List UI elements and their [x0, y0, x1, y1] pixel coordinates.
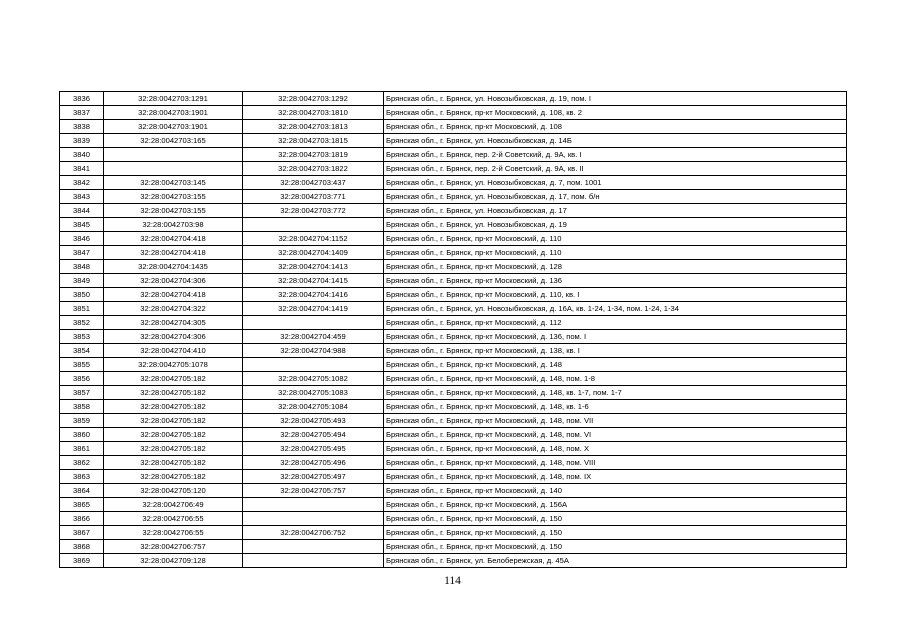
table-row	[60, 498, 847, 512]
address-cell: Брянская обл., г. Брянск, пр-кт Московский, д. 140	[384, 484, 847, 498]
address-cell: Брянская обл., г. Брянск, ул. Новозыбковская, д. 16А, кв. 1-24, 1-34, пом. 1-24, 1-34	[384, 302, 847, 316]
table-row	[60, 358, 847, 372]
address-cell: Брянская обл., г. Брянск, пр-кт Московский, д. 128	[384, 260, 847, 274]
building-cadastral-number-cell	[243, 554, 384, 568]
table-body	[60, 92, 847, 568]
row-number-cell: 3866	[60, 512, 104, 526]
row-number-cell: 3845	[60, 218, 104, 232]
row-number-cell: 3850	[60, 288, 104, 302]
building-cadastral-number-cell: 32:28:0042704:1419	[243, 302, 384, 316]
row-number-cell: 3836	[60, 92, 104, 106]
building-cadastral-number-cell: 32:28:0042705:1084	[243, 400, 384, 414]
land-cadastral-number-cell: 32:28:0042704:306	[104, 330, 243, 344]
table-row	[60, 372, 847, 386]
land-cadastral-number-cell	[104, 162, 243, 176]
land-cadastral-number-cell: 32:28:0042703:1291	[104, 92, 243, 106]
land-cadastral-number-cell: 32:28:0042704:305	[104, 316, 243, 330]
row-number-cell: 3851	[60, 302, 104, 316]
cadastral-table	[59, 91, 847, 568]
building-cadastral-number-cell	[243, 512, 384, 526]
building-cadastral-number-cell	[243, 358, 384, 372]
building-cadastral-number-cell: 32:28:0042703:1815	[243, 134, 384, 148]
building-cadastral-number-cell: 32:28:0042703:1292	[243, 92, 384, 106]
land-cadastral-number-cell: 32:28:0042705:1078	[104, 358, 243, 372]
building-cadastral-number-cell: 32:28:0042705:1083	[243, 386, 384, 400]
table-row	[60, 92, 847, 106]
address-cell: Брянская обл., г. Брянск, пр-кт Московский, д. 148, пом. VII	[384, 414, 847, 428]
row-number-cell: 3841	[60, 162, 104, 176]
building-cadastral-number-cell: 32:28:0042705:757	[243, 484, 384, 498]
land-cadastral-number-cell: 32:28:0042705:182	[104, 428, 243, 442]
address-cell: Брянская обл., г. Брянск, ул. Новозыбковская, д. 7, пом. 1001	[384, 176, 847, 190]
address-cell: Брянская обл., г. Брянск, пр-кт Московский, д. 148, пом. VI	[384, 428, 847, 442]
row-number-cell: 3840	[60, 148, 104, 162]
land-cadastral-number-cell: 32:28:0042705:182	[104, 400, 243, 414]
row-number-cell: 3861	[60, 442, 104, 456]
table-row	[60, 148, 847, 162]
address-cell: Брянская обл., г. Брянск, ул. Новозыбковская, д. 17	[384, 204, 847, 218]
building-cadastral-number-cell: 32:28:0042705:494	[243, 428, 384, 442]
address-cell: Брянская обл., г. Брянск, пр-кт Московский, д. 136	[384, 274, 847, 288]
building-cadastral-number-cell: 32:28:0042704:1152	[243, 232, 384, 246]
row-number-cell: 3837	[60, 106, 104, 120]
table-row	[60, 470, 847, 484]
land-cadastral-number-cell: 32:28:0042706:55	[104, 512, 243, 526]
building-cadastral-number-cell: 32:28:0042705:493	[243, 414, 384, 428]
land-cadastral-number-cell: 32:28:0042703:1901	[104, 106, 243, 120]
land-cadastral-number-cell: 32:28:0042705:182	[104, 456, 243, 470]
row-number-cell: 3864	[60, 484, 104, 498]
row-number-cell: 3853	[60, 330, 104, 344]
address-cell: Брянская обл., г. Брянск, пр-кт Московский, д. 148, кв. 1-7, пом. 1-7	[384, 386, 847, 400]
row-number-cell: 3865	[60, 498, 104, 512]
address-cell: Брянская обл., г. Брянск, пер. 2-й Советский, д. 9А, кв. I	[384, 148, 847, 162]
building-cadastral-number-cell: 32:28:0042703:1819	[243, 148, 384, 162]
building-cadastral-number-cell: 32:28:0042704:1409	[243, 246, 384, 260]
land-cadastral-number-cell: 32:28:0042703:165	[104, 134, 243, 148]
address-cell: Брянская обл., г. Брянск, пр-кт Московский, д. 150	[384, 512, 847, 526]
row-number-cell: 3859	[60, 414, 104, 428]
land-cadastral-number-cell: 32:28:0042706:55	[104, 526, 243, 540]
address-cell: Брянская обл., г. Брянск, пр-кт Московский, д. 148, пом. 1-8	[384, 372, 847, 386]
land-cadastral-number-cell: 32:28:0042703:145	[104, 176, 243, 190]
table-row	[60, 344, 847, 358]
table-row	[60, 442, 847, 456]
table-row	[60, 274, 847, 288]
row-number-cell: 3856	[60, 372, 104, 386]
land-cadastral-number-cell: 32:28:0042703:155	[104, 190, 243, 204]
table-row	[60, 302, 847, 316]
address-cell: Брянская обл., г. Брянск, пр-кт Московский, д. 150	[384, 526, 847, 540]
table-row	[60, 246, 847, 260]
table-row	[60, 428, 847, 442]
building-cadastral-number-cell: 32:28:0042705:495	[243, 442, 384, 456]
row-number-cell: 3868	[60, 540, 104, 554]
table-row	[60, 190, 847, 204]
building-cadastral-number-cell: 32:28:0042703:437	[243, 176, 384, 190]
address-cell: Брянская обл., г. Брянск, пр-кт Московский, д. 148, кв. 1-6	[384, 400, 847, 414]
row-number-cell: 3839	[60, 134, 104, 148]
page-number: 114	[444, 575, 461, 587]
table-row	[60, 260, 847, 274]
land-cadastral-number-cell: 32:28:0042705:182	[104, 470, 243, 484]
building-cadastral-number-cell: 32:28:0042704:1413	[243, 260, 384, 274]
land-cadastral-number-cell: 32:28:0042704:418	[104, 246, 243, 260]
address-cell: Брянская обл., г. Брянск, ул. Новозыбковская, д. 19	[384, 218, 847, 232]
address-cell: Брянская обл., г. Брянск, ул. Новозыбковская, д. 19, пом. I	[384, 92, 847, 106]
table-row	[60, 540, 847, 554]
row-number-cell: 3862	[60, 456, 104, 470]
row-number-cell: 3863	[60, 470, 104, 484]
row-number-cell: 3852	[60, 316, 104, 330]
address-cell: Брянская обл., г. Брянск, пр-кт Московский, д. 150	[384, 540, 847, 554]
row-number-cell: 3848	[60, 260, 104, 274]
building-cadastral-number-cell: 32:28:0042705:497	[243, 470, 384, 484]
row-number-cell: 3842	[60, 176, 104, 190]
building-cadastral-number-cell: 32:28:0042703:771	[243, 190, 384, 204]
land-cadastral-number-cell: 32:28:0042705:182	[104, 386, 243, 400]
land-cadastral-number-cell: 32:28:0042704:306	[104, 274, 243, 288]
table-row	[60, 330, 847, 344]
row-number-cell: 3838	[60, 120, 104, 134]
table-row	[60, 176, 847, 190]
building-cadastral-number-cell: 32:28:0042703:1822	[243, 162, 384, 176]
address-cell: Брянская обл., г. Брянск, ул. Белобережская, д. 45А	[384, 554, 847, 568]
table-row	[60, 218, 847, 232]
address-cell: Брянская обл., г. Брянск, пр-кт Московский, д. 110	[384, 246, 847, 260]
address-cell: Брянская обл., г. Брянск, пр-кт Московский, д. 156А	[384, 498, 847, 512]
address-cell: Брянская обл., г. Брянск, пр-кт Московский, д. 148, пом. VIII	[384, 456, 847, 470]
building-cadastral-number-cell	[243, 316, 384, 330]
address-cell: Брянская обл., г. Брянск, ул. Новозыбковская, д. 17, пом. б/н	[384, 190, 847, 204]
building-cadastral-number-cell: 32:28:0042704:459	[243, 330, 384, 344]
table-row	[60, 162, 847, 176]
building-cadastral-number-cell	[243, 498, 384, 512]
table-row	[60, 554, 847, 568]
building-cadastral-number-cell: 32:28:0042703:1810	[243, 106, 384, 120]
building-cadastral-number-cell: 32:28:0042705:1082	[243, 372, 384, 386]
building-cadastral-number-cell	[243, 218, 384, 232]
table-row	[60, 400, 847, 414]
table-row	[60, 456, 847, 470]
land-cadastral-number-cell: 32:28:0042703:155	[104, 204, 243, 218]
address-cell: Брянская обл., г. Брянск, пр-кт Московский, д. 108, кв. 2	[384, 106, 847, 120]
row-number-cell: 3867	[60, 526, 104, 540]
table-row	[60, 106, 847, 120]
building-cadastral-number-cell: 32:28:0042705:496	[243, 456, 384, 470]
land-cadastral-number-cell: 32:28:0042703:98	[104, 218, 243, 232]
address-cell: Брянская обл., г. Брянск, пр-кт Московский, д. 112	[384, 316, 847, 330]
address-cell: Брянская обл., г. Брянск, пр-кт Московский, д. 110, кв. I	[384, 288, 847, 302]
land-cadastral-number-cell	[104, 148, 243, 162]
row-number-cell: 3857	[60, 386, 104, 400]
row-number-cell: 3858	[60, 400, 104, 414]
row-number-cell: 3854	[60, 344, 104, 358]
land-cadastral-number-cell: 32:28:0042705:120	[104, 484, 243, 498]
table-row	[60, 204, 847, 218]
land-cadastral-number-cell: 32:28:0042704:410	[104, 344, 243, 358]
row-number-cell: 3844	[60, 204, 104, 218]
land-cadastral-number-cell: 32:28:0042706:757	[104, 540, 243, 554]
table-row	[60, 484, 847, 498]
table-row	[60, 316, 847, 330]
land-cadastral-number-cell: 32:28:0042705:182	[104, 414, 243, 428]
building-cadastral-number-cell: 32:28:0042704:1416	[243, 288, 384, 302]
land-cadastral-number-cell: 32:28:0042703:1901	[104, 120, 243, 134]
address-cell: Брянская обл., г. Брянск, пер. 2-й Советский, д. 9А, кв. II	[384, 162, 847, 176]
row-number-cell: 3855	[60, 358, 104, 372]
land-cadastral-number-cell: 32:28:0042705:182	[104, 442, 243, 456]
row-number-cell: 3849	[60, 274, 104, 288]
table-row	[60, 134, 847, 148]
row-number-cell: 3843	[60, 190, 104, 204]
land-cadastral-number-cell: 32:28:0042706:49	[104, 498, 243, 512]
table-row	[60, 386, 847, 400]
address-cell: Брянская обл., г. Брянск, пр-кт Московский, д. 148, пом. X	[384, 442, 847, 456]
table-row	[60, 526, 847, 540]
row-number-cell: 3846	[60, 232, 104, 246]
table-row	[60, 414, 847, 428]
address-cell: Брянская обл., г. Брянск, пр-кт Московский, д. 148	[384, 358, 847, 372]
table-row	[60, 120, 847, 134]
address-cell: Брянская обл., г. Брянск, пр-кт Московский, д. 110	[384, 232, 847, 246]
land-cadastral-number-cell: 32:28:0042705:182	[104, 372, 243, 386]
address-cell: Брянская обл., г. Брянск, пр-кт Московский, д. 136, пом. I	[384, 330, 847, 344]
row-number-cell: 3869	[60, 554, 104, 568]
land-cadastral-number-cell: 32:28:0042709:128	[104, 554, 243, 568]
address-cell: Брянская обл., г. Брянск, ул. Новозыбковская, д. 14Б	[384, 134, 847, 148]
building-cadastral-number-cell: 32:28:0042706:752	[243, 526, 384, 540]
building-cadastral-number-cell: 32:28:0042704:988	[243, 344, 384, 358]
building-cadastral-number-cell: 32:28:0042703:1813	[243, 120, 384, 134]
address-cell: Брянская обл., г. Брянск, пр-кт Московский, д. 138, кв. I	[384, 344, 847, 358]
row-number-cell: 3847	[60, 246, 104, 260]
table-row	[60, 232, 847, 246]
building-cadastral-number-cell: 32:28:0042703:772	[243, 204, 384, 218]
building-cadastral-number-cell: 32:28:0042704:1415	[243, 274, 384, 288]
row-number-cell: 3860	[60, 428, 104, 442]
land-cadastral-number-cell: 32:28:0042704:322	[104, 302, 243, 316]
table-row	[60, 288, 847, 302]
land-cadastral-number-cell: 32:28:0042704:418	[104, 232, 243, 246]
building-cadastral-number-cell	[243, 540, 384, 554]
land-cadastral-number-cell: 32:28:0042704:418	[104, 288, 243, 302]
address-cell: Брянская обл., г. Брянск, пр-кт Московский, д. 148, пом. IX	[384, 470, 847, 484]
table-row	[60, 512, 847, 526]
land-cadastral-number-cell: 32:28:0042704:1435	[104, 260, 243, 274]
address-cell: Брянская обл., г. Брянск, пр-кт Московский, д. 108	[384, 120, 847, 134]
